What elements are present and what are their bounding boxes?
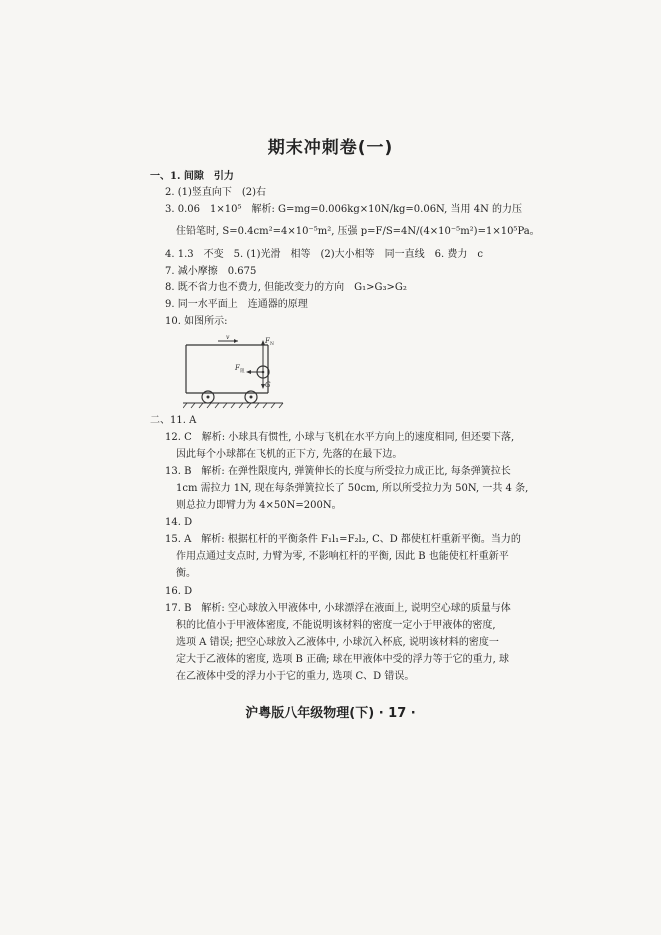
answer-line: 衡。: [176, 568, 196, 579]
answer-line: 住铅笔时, S=0.4cm²=4×10⁻⁵m², 压强 p=F/S=4N/(4×10⁻⁵m²)=1×10⁵Pa。: [176, 226, 540, 237]
resistance-label: F: [235, 364, 240, 372]
normal-force-label: F: [265, 337, 270, 345]
answer-line: 积的比值小于甲液体密度, 不能说明该材料的密度一定小于甲液体的密度,: [176, 620, 496, 631]
answer-line: 一、1. 间隙 引力: [150, 171, 234, 182]
answer-line: 7. 减小摩擦 0.675: [165, 266, 257, 277]
answer-line: 则总拉力即臂力为 4×50N=200N。: [176, 500, 342, 511]
answer-line: 因此每个小球都在飞机的正下方, 先落的在最下边。: [176, 449, 403, 460]
answer-line: 2. (1)竖直向下 (2)右: [165, 187, 267, 198]
answer-line: 9. 同一水平面上 连通器的原理: [165, 299, 308, 310]
normal-force-subscript: N: [270, 342, 274, 347]
answer-line: 15. A 解析: 根据杠杆的平衡条件 F₁l₁=F₂l₂, C、D 都使杠杆重新平衡。当力的: [165, 534, 521, 545]
cart-force-diagram: [183, 335, 293, 410]
answer-line: 二、11. A: [150, 415, 197, 426]
answer-line: 作用点通过支点时, 力臂为零, 不影响杠杆的平衡, 因此 B 也能使杠杆重新平: [176, 551, 509, 562]
resistance-arrowhead: [246, 370, 251, 374]
page-title: 期末冲刺卷(一): [267, 138, 394, 158]
answer-line: 1cm 需拉力 1N, 现在每条弹簧拉长了 50cm, 所以所受拉力为 50N, 一共 4 条,: [176, 483, 529, 494]
answer-line: 14. D: [165, 517, 193, 528]
answer-line: 3. 0.06 1×10⁵ 解析: G=mg=0.006kg×10N/kg=0.06N, 当用 4N 的力压: [165, 204, 522, 215]
answer-line: 选项 A 错误; 把空心球放入乙液体中, 小球沉入杯底, 说明该材料的密度一: [176, 637, 499, 648]
answer-line: 13. B 解析: 在弹性限度内, 弹簧伸长的长度与所受拉力成正比, 每条弹簧拉长: [165, 466, 511, 477]
resistance-subscript: 阻: [240, 369, 245, 374]
answer-line: 4. 1.3 不变 5. (1)光滑 相等 (2)大小相等 同一直线 6. 费力 c: [165, 249, 483, 260]
answer-line: 17. B 解析: 空心球放入甲液体中, 小球漂浮在液面上, 说明空心球的质量与体: [165, 603, 511, 614]
answer-line: 10. 如图所示:: [165, 316, 228, 327]
answer-line: 12. C 解析: 小球具有惯性, 小球与飞机在水平方向上的速度相同, 但还要下落,: [165, 432, 515, 443]
answer-line: 8. 既不省力也不费力, 但能改变力的方向 G₁>G₃>G₂: [165, 282, 407, 293]
page-footer: 沪粤版八年级物理(下) · 17 ·: [245, 706, 416, 721]
wheel-left-hub: [207, 396, 210, 399]
velocity-arrowhead: [234, 339, 238, 343]
ground-hatch: [183, 403, 283, 408]
answer-line: 在乙液体中受的浮力小于它的重力, 选项 C、D 错误。: [176, 671, 415, 682]
answer-line: 定大于乙液体的密度, 选项 B 正确; 球在甲液体中受的浮力等于它的重力, 球: [176, 654, 509, 665]
answer-line: 16. D: [165, 586, 193, 597]
velocity-label: v: [226, 335, 230, 341]
wheel-right-hub: [250, 396, 253, 399]
gravity-label: G: [265, 381, 271, 389]
